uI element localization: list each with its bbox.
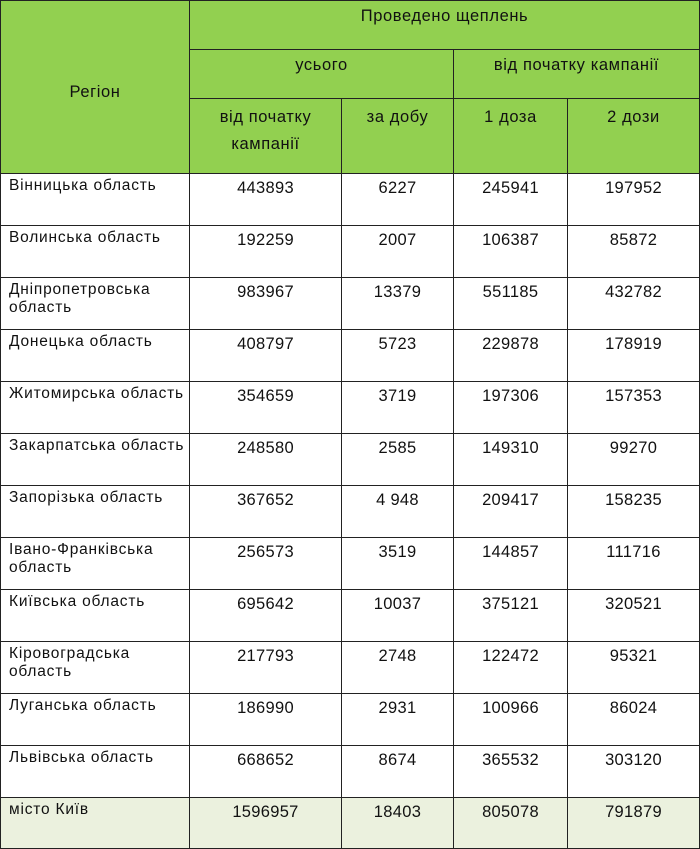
header-vaccinations-done: Проведено щеплень [190,1,700,50]
day-cell: 2585 [342,434,454,486]
day-cell: 2748 [342,642,454,694]
dose1-cell: 144857 [454,538,568,590]
header-region: Регіон [1,1,190,174]
region-cell: Донецька область [1,330,190,382]
dose2-cell: 158235 [568,486,700,538]
dose2-cell: 99270 [568,434,700,486]
dose2-cell: 320521 [568,590,700,642]
day-cell: 10037 [342,590,454,642]
dose1-cell: 245941 [454,174,568,226]
region-cell: Кіровоградська область [1,642,190,694]
region-cell: Львівська область [1,746,190,798]
region-cell: Вінницька область [1,174,190,226]
dose1-cell: 122472 [454,642,568,694]
dose1-cell: 197306 [454,382,568,434]
region-cell: Івано-Франківська область [1,538,190,590]
total-cell: 186990 [190,694,342,746]
region-cell: Дніпропетровська область [1,278,190,330]
total-cell: 668652 [190,746,342,798]
day-cell: 3719 [342,382,454,434]
total-cell: 248580 [190,434,342,486]
region-cell: Луганська область [1,694,190,746]
total-cell: 983967 [190,278,342,330]
table-row [1,330,700,382]
dose2-cell: 95321 [568,642,700,694]
dose2-cell: 432782 [568,278,700,330]
dose2-cell: 85872 [568,226,700,278]
table-row [1,746,700,798]
day-cell: 2007 [342,226,454,278]
table-row [1,382,700,434]
table-row [1,174,700,226]
header-total-since-start: від початку кампанії [190,99,342,174]
table-row [1,486,700,538]
total-cell: 217793 [190,642,342,694]
region-cell: Закарпатська область [1,434,190,486]
dose1-cell: 209417 [454,486,568,538]
table-row [1,642,700,694]
day-cell: 2931 [342,694,454,746]
total-cell: 256573 [190,538,342,590]
day-cell: 5723 [342,330,454,382]
header-dose-2: 2 дози [568,99,700,174]
dose1-cell: 365532 [454,746,568,798]
dose1-cell: 805078 [454,798,568,849]
header-dose-1: 1 доза [454,99,568,174]
day-cell: 3519 [342,538,454,590]
day-cell: 4 948 [342,486,454,538]
dose1-cell: 551185 [454,278,568,330]
total-cell: 443893 [190,174,342,226]
dose2-cell: 157353 [568,382,700,434]
table-row-kyiv-city [1,798,700,849]
dose1-cell: 229878 [454,330,568,382]
dose2-cell: 303120 [568,746,700,798]
dose1-cell: 100966 [454,694,568,746]
dose2-cell: 197952 [568,174,700,226]
table-row [1,278,700,330]
dose1-cell: 106387 [454,226,568,278]
total-cell: 192259 [190,226,342,278]
dose2-cell: 86024 [568,694,700,746]
total-cell: 695642 [190,590,342,642]
table-row [1,694,700,746]
header-since-start: від початку кампанії [454,50,700,99]
region-cell: Запорізька область [1,486,190,538]
day-cell: 13379 [342,278,454,330]
total-cell: 1596957 [190,798,342,849]
total-cell: 367652 [190,486,342,538]
region-cell: місто Київ [1,798,190,849]
table-row [1,226,700,278]
table-row [1,590,700,642]
total-cell: 408797 [190,330,342,382]
table-body [1,174,700,849]
day-cell: 18403 [342,798,454,849]
day-cell: 6227 [342,174,454,226]
total-cell: 354659 [190,382,342,434]
dose1-cell: 149310 [454,434,568,486]
header-total-per-day: за добу [342,99,454,174]
region-cell: Київська область [1,590,190,642]
region-cell: Волинська область [1,226,190,278]
table-row [1,434,700,486]
dose2-cell: 111716 [568,538,700,590]
dose2-cell: 178919 [568,330,700,382]
table-row [1,538,700,590]
day-cell: 8674 [342,746,454,798]
table-header [1,1,700,174]
dose2-cell: 791879 [568,798,700,849]
header-total: усього [190,50,454,99]
region-cell: Житомирська область [1,382,190,434]
dose1-cell: 375121 [454,590,568,642]
